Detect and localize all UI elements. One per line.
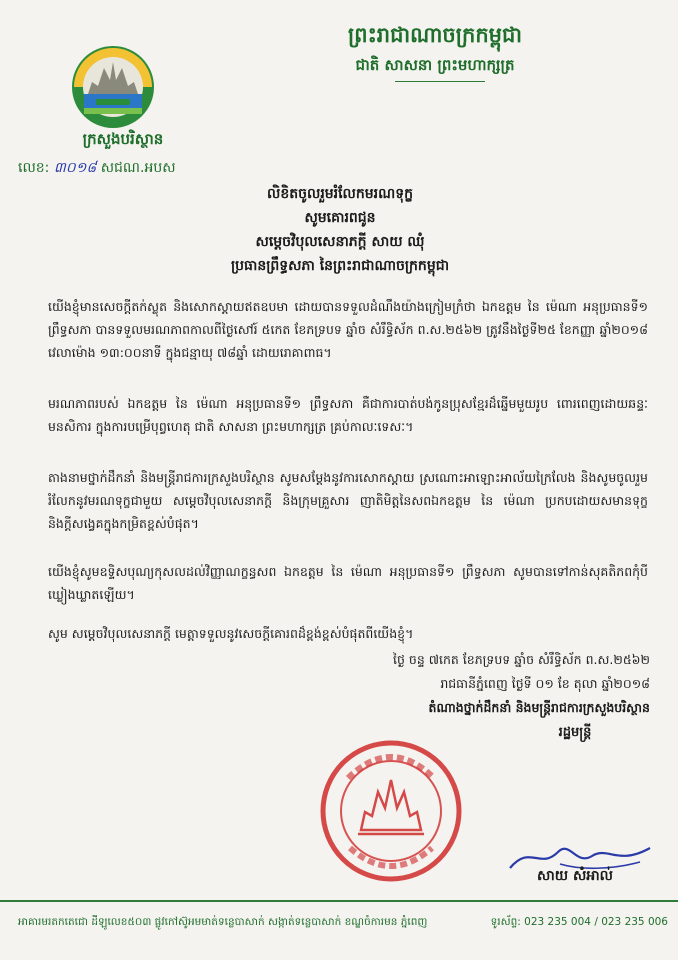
recipient-name: សម្តេចវិបុលសេនាភក្តី សាយ ឈុំ	[255, 234, 425, 250]
lunar-date: ថ្ងៃ ចន្ទ ៧កេត ខែភទ្របទ ឆ្នាំច សំរឹទ្ធិស័ក ព.ស.២៥៦២	[393, 652, 650, 667]
reference-number	[18, 158, 176, 179]
letter-title-block	[110, 182, 570, 278]
ministry-name: ក្រសួងបរិស្ថាន	[82, 130, 164, 148]
body-paragraph-1: យើងខ្ញុំមានសេចក្តីតក់ស្លុត និងសោកស្តាយឥតឧបមា ដោយបានទទួលដំណឹងយ៉ាងក្រៀមក្រំថា ឯកឧត្តម នៃ ម៉េណា អនុប្រធានទី១ ព្រឹទ្ធសភា បានទទួលមរណភាពកាលពីថ្ងៃសៅរ៍ ៥កេត ខែភទ្របទ ឆ្នាំច សំរឹទ្ធិស័ក ព.ស.២៥៦២ ត្រូវនឹងថ្ងៃទី២៥ ខែកញ្ញា ឆ្នាំ២០១៨ វេលាម៉ោង ១៣:០០នាទី ក្នុងជន្មាយុ ៧៨ឆ្នាំ ដោយរោគាពាធ។	[48, 299, 648, 360]
body-paragraph-3: តាងនាមថ្នាក់ដឹកនាំ និងមន្ត្រីរាជការក្រសួងបរិស្ថាន សូមសម្តែងនូវការសោកស្តាយ ស្រណោះអាឡោះអាល័យក្រៃលែង និងសូមចូលរួមរំលែកនូវមរណទុក្ខជាមួយ សម្តេចវិបុលសេនាភក្តី និងក្រុមគ្រួសារ ញាតិមិត្តនៃសពឯកឧត្តម នៃ ម៉េណា ប្រកបដោយសមានទុក្ខ និងក្តីសង្វេគក្នុងកម្រិតខ្ពស់បំផុត។	[48, 470, 648, 531]
signatory-name: សាយ សំអាល់	[537, 868, 613, 884]
national-motto: ជាតិ សាសនា ព្រះមហាក្សត្រ	[355, 56, 515, 74]
footer-telephone: ទូរស័ព្ទ: 023 235 004 / 023 235 006	[490, 916, 668, 928]
ministry-logo-icon	[70, 44, 156, 130]
reference-suffix: សជណ.អបស	[100, 160, 176, 176]
signatory-role: រដ្ឋមន្ត្រី	[558, 725, 592, 740]
official-seal-icon	[318, 738, 464, 884]
motto-divider	[395, 81, 485, 82]
recipient-title: ប្រធានព្រឹទ្ធសភា នៃព្រះរាជាណាចក្រកម្ពុជា	[230, 258, 450, 274]
kingdom-heading: ព្រះរាជាណាចក្រកម្ពុជា	[347, 23, 522, 47]
reference-handwritten: ៣០១៨	[53, 160, 97, 176]
body-paragraph-2: មរណភាពរបស់ ឯកឧត្តម នៃ ម៉េណា អនុប្រធានទី១ ព្រឹទ្ធសភា គឺជាការបាត់បង់កូនប្រុសខ្មែរដ៏ឆ្នើមមួយរូប ពោរពេញដោយឆន្ទៈមនសិការ ក្នុងការបម្រើបុព្វហេតុ ជាតិ សាសនា ព្រះមហាក្សត្រ គ្រប់កាលៈទេសៈ។	[48, 396, 648, 434]
signatory-title: តំណាងថ្នាក់ដឹកនាំ និងមន្ត្រីរាជការក្រសួងបរិស្ថាន	[428, 700, 650, 715]
letter-title: លិខិតចូលរួមរំលែកមរណទុក្ខ	[267, 186, 413, 202]
footer-address: អាគារមរតកតេជោ ដីឡូលេខ៥០៣ ផ្លូវកៅស៊ូអមមាត់ទន្លេបាសាក់ សង្កាត់ទន្លេបាសាក់ ខណ្ឌចំការមន ភ្នំពេញ	[18, 916, 428, 928]
closing-paragraph: សូម សម្តេចវិបុលសេនាភក្តី មេត្តាទទួលនូវសេចក្តីគោរពដ៏ខ្ពង់ខ្ពស់បំផុតពីយើងខ្ញុំ។	[48, 626, 414, 641]
body-paragraph-4: យើងខ្ញុំសូមឧទ្ទិសបុណ្យកុសលដល់វិញ្ញាណក្ខន្ធសព ឯកឧត្តម នៃ ម៉េណា អនុប្រធានទី១ ព្រឹទ្ធសភា សូមបានទៅកាន់សុគតិភពកុំបីឃ្លៀងឃ្លាតឡើយ។	[48, 564, 648, 602]
reference-prefix: លេខ:	[18, 160, 50, 176]
footer-divider	[0, 900, 678, 902]
gregorian-date: រាជធានីភ្នំពេញ ថ្ងៃទី ០១ ខែ តុលា ឆ្នាំ២០១៨	[440, 676, 650, 691]
salutation: សូមគោរពជូន	[304, 210, 376, 226]
